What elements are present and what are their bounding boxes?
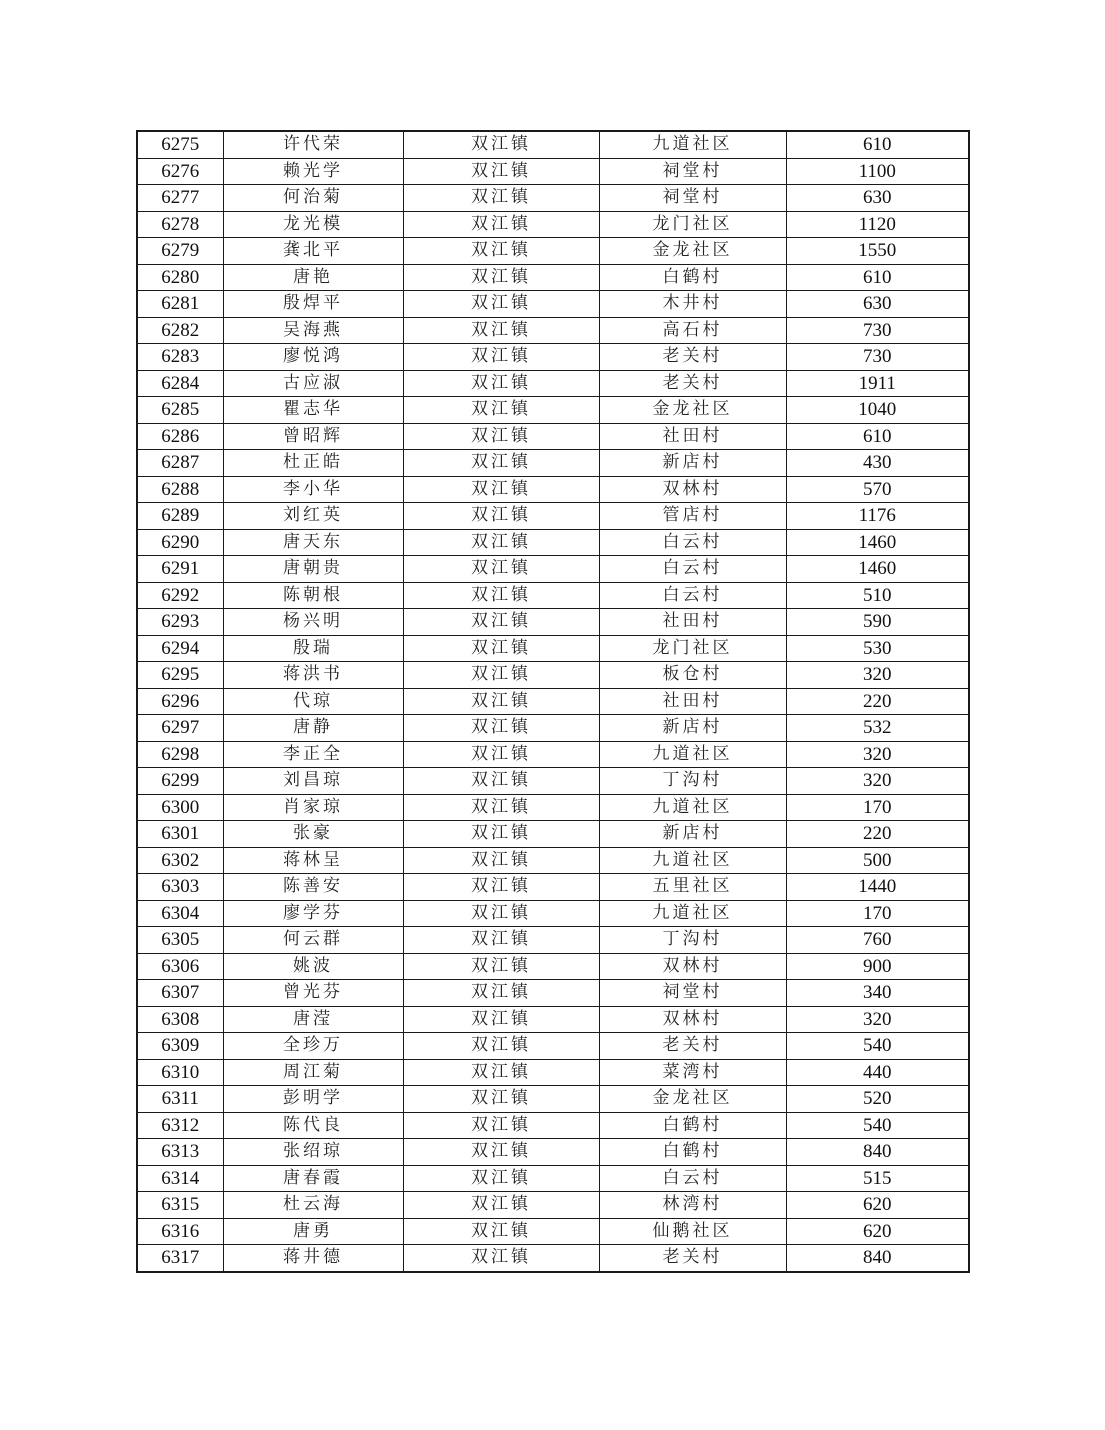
cell-village: 双林村 [599,1006,786,1033]
cell-village: 丁沟村 [599,927,786,954]
cell-village: 管店村 [599,503,786,530]
cell-serial-number: 6302 [137,847,223,874]
table-row [137,794,969,821]
cell-person-name: 刘红英 [223,503,403,530]
cell-serial-number: 6283 [137,344,223,371]
cell-person-name: 代琼 [223,688,403,715]
cell-amount: 1460 [786,529,969,556]
cell-amount: 430 [786,450,969,477]
cell-town: 双江镇 [403,821,599,848]
cell-serial-number: 6313 [137,1139,223,1166]
cell-town: 双江镇 [403,397,599,424]
cell-village: 老关村 [599,1245,786,1272]
table-row [137,927,969,954]
cell-person-name: 刘昌琼 [223,768,403,795]
cell-amount: 540 [786,1033,969,1060]
cell-person-name: 蒋井德 [223,1245,403,1272]
roster-table [136,130,970,1273]
cell-person-name: 何治菊 [223,185,403,212]
cell-village: 木井村 [599,291,786,318]
cell-town: 双江镇 [403,635,599,662]
cell-town: 双江镇 [403,158,599,185]
cell-town: 双江镇 [403,794,599,821]
cell-person-name: 陈朝根 [223,582,403,609]
cell-amount: 730 [786,344,969,371]
table-row [137,370,969,397]
cell-person-name: 曾昭辉 [223,423,403,450]
cell-village: 金龙社区 [599,1086,786,1113]
cell-town: 双江镇 [403,847,599,874]
cell-person-name: 肖家琼 [223,794,403,821]
cell-serial-number: 6294 [137,635,223,662]
cell-village: 白云村 [599,1165,786,1192]
cell-serial-number: 6288 [137,476,223,503]
cell-person-name: 廖悦鸿 [223,344,403,371]
cell-village: 祠堂村 [599,980,786,1007]
cell-town: 双江镇 [403,1245,599,1272]
table-row [137,1165,969,1192]
cell-town: 双江镇 [403,1059,599,1086]
cell-town: 双江镇 [403,1165,599,1192]
table-row [137,556,969,583]
cell-person-name: 姚波 [223,953,403,980]
cell-amount: 340 [786,980,969,1007]
cell-amount: 630 [786,291,969,318]
table-row [137,1192,969,1219]
cell-village: 老关村 [599,370,786,397]
cell-village: 社田村 [599,609,786,636]
table-row [137,529,969,556]
table-row [137,953,969,980]
cell-town: 双江镇 [403,1218,599,1245]
cell-town: 双江镇 [403,741,599,768]
table-row [137,582,969,609]
cell-person-name: 周江菊 [223,1059,403,1086]
cell-serial-number: 6299 [137,768,223,795]
cell-serial-number: 6307 [137,980,223,1007]
cell-amount: 320 [786,768,969,795]
cell-serial-number: 6301 [137,821,223,848]
cell-person-name: 张绍琼 [223,1139,403,1166]
cell-serial-number: 6303 [137,874,223,901]
cell-town: 双江镇 [403,529,599,556]
cell-serial-number: 6306 [137,953,223,980]
cell-amount: 1040 [786,397,969,424]
cell-town: 双江镇 [403,582,599,609]
cell-town: 双江镇 [403,953,599,980]
cell-village: 白云村 [599,556,786,583]
cell-town: 双江镇 [403,768,599,795]
cell-town: 双江镇 [403,131,599,158]
cell-amount: 620 [786,1192,969,1219]
cell-serial-number: 6285 [137,397,223,424]
cell-town: 双江镇 [403,344,599,371]
cell-serial-number: 6317 [137,1245,223,1272]
cell-village: 白云村 [599,582,786,609]
table-row [137,1086,969,1113]
cell-serial-number: 6289 [137,503,223,530]
table-row [137,900,969,927]
cell-person-name: 吴海燕 [223,317,403,344]
cell-village: 白鹤村 [599,1139,786,1166]
cell-town: 双江镇 [403,927,599,954]
cell-amount: 440 [786,1059,969,1086]
cell-serial-number: 6293 [137,609,223,636]
cell-serial-number: 6292 [137,582,223,609]
cell-person-name: 何云群 [223,927,403,954]
cell-village: 金龙社区 [599,238,786,265]
cell-village: 九道社区 [599,847,786,874]
cell-amount: 1911 [786,370,969,397]
table-row [137,291,969,318]
cell-town: 双江镇 [403,1112,599,1139]
cell-person-name: 陈代良 [223,1112,403,1139]
cell-village: 社田村 [599,688,786,715]
cell-town: 双江镇 [403,1006,599,1033]
cell-serial-number: 6277 [137,185,223,212]
table-row [137,450,969,477]
cell-person-name: 殷焊平 [223,291,403,318]
cell-town: 双江镇 [403,1139,599,1166]
cell-amount: 610 [786,264,969,291]
cell-village: 丁沟村 [599,768,786,795]
cell-village: 仙鹅社区 [599,1218,786,1245]
cell-amount: 1460 [786,556,969,583]
table-row [137,423,969,450]
cell-serial-number: 6300 [137,794,223,821]
cell-person-name: 李正全 [223,741,403,768]
table-row [137,635,969,662]
cell-person-name: 瞿志华 [223,397,403,424]
cell-town: 双江镇 [403,450,599,477]
cell-village: 新店村 [599,821,786,848]
cell-person-name: 龚北平 [223,238,403,265]
cell-village: 新店村 [599,715,786,742]
cell-serial-number: 6290 [137,529,223,556]
cell-amount: 220 [786,821,969,848]
table-row [137,238,969,265]
cell-person-name: 陈善安 [223,874,403,901]
cell-town: 双江镇 [403,900,599,927]
cell-amount: 730 [786,317,969,344]
cell-village: 九道社区 [599,131,786,158]
table-row [137,264,969,291]
cell-amount: 520 [786,1086,969,1113]
cell-village: 双林村 [599,476,786,503]
cell-serial-number: 6282 [137,317,223,344]
table-row [137,768,969,795]
cell-amount: 1120 [786,211,969,238]
cell-village: 老关村 [599,344,786,371]
cell-person-name: 杜云海 [223,1192,403,1219]
cell-town: 双江镇 [403,715,599,742]
cell-village: 双林村 [599,953,786,980]
cell-person-name: 杜正皓 [223,450,403,477]
table-row [137,688,969,715]
cell-serial-number: 6305 [137,927,223,954]
cell-town: 双江镇 [403,238,599,265]
table-row [137,1112,969,1139]
table-row [137,476,969,503]
cell-town: 双江镇 [403,370,599,397]
cell-serial-number: 6315 [137,1192,223,1219]
cell-village: 老关村 [599,1033,786,1060]
cell-person-name: 唐勇 [223,1218,403,1245]
cell-amount: 220 [786,688,969,715]
cell-serial-number: 6308 [137,1006,223,1033]
cell-town: 双江镇 [403,980,599,1007]
cell-amount: 532 [786,715,969,742]
cell-village: 龙门社区 [599,211,786,238]
cell-village: 五里社区 [599,874,786,901]
cell-village: 社田村 [599,423,786,450]
cell-person-name: 殷瑞 [223,635,403,662]
cell-serial-number: 6279 [137,238,223,265]
cell-town: 双江镇 [403,688,599,715]
table-row [137,847,969,874]
cell-person-name: 杨兴明 [223,609,403,636]
cell-serial-number: 6309 [137,1033,223,1060]
cell-amount: 840 [786,1139,969,1166]
table-row [137,662,969,689]
cell-serial-number: 6286 [137,423,223,450]
table-row [137,1033,969,1060]
cell-town: 双江镇 [403,423,599,450]
cell-person-name: 龙光模 [223,211,403,238]
table-row [137,1139,969,1166]
cell-amount: 515 [786,1165,969,1192]
cell-person-name: 唐朝贵 [223,556,403,583]
cell-person-name: 唐滢 [223,1006,403,1033]
table-row [137,1059,969,1086]
table-row [137,874,969,901]
cell-village: 板仓村 [599,662,786,689]
cell-town: 双江镇 [403,1192,599,1219]
table-row [137,185,969,212]
cell-serial-number: 6287 [137,450,223,477]
cell-village: 金龙社区 [599,397,786,424]
roster-table-body [137,131,969,1272]
cell-serial-number: 6284 [137,370,223,397]
cell-amount: 1176 [786,503,969,530]
cell-amount: 900 [786,953,969,980]
cell-person-name: 彭明学 [223,1086,403,1113]
cell-serial-number: 6311 [137,1086,223,1113]
cell-amount: 630 [786,185,969,212]
cell-serial-number: 6304 [137,900,223,927]
cell-amount: 170 [786,794,969,821]
cell-town: 双江镇 [403,1033,599,1060]
cell-village: 白鹤村 [599,1112,786,1139]
table-row [137,821,969,848]
table-row [137,609,969,636]
cell-serial-number: 6280 [137,264,223,291]
cell-serial-number: 6295 [137,662,223,689]
cell-person-name: 李小华 [223,476,403,503]
cell-amount: 1100 [786,158,969,185]
table-row [137,715,969,742]
table-row [137,344,969,371]
cell-amount: 620 [786,1218,969,1245]
cell-town: 双江镇 [403,609,599,636]
cell-town: 双江镇 [403,662,599,689]
cell-village: 白云村 [599,529,786,556]
cell-amount: 840 [786,1245,969,1272]
table-row [137,131,969,158]
table-row [137,741,969,768]
cell-amount: 540 [786,1112,969,1139]
cell-person-name: 唐春霞 [223,1165,403,1192]
cell-person-name: 蒋林呈 [223,847,403,874]
cell-serial-number: 6298 [137,741,223,768]
cell-person-name: 张豪 [223,821,403,848]
cell-village: 新店村 [599,450,786,477]
cell-person-name: 唐静 [223,715,403,742]
table-row [137,317,969,344]
table-row [137,980,969,1007]
cell-serial-number: 6296 [137,688,223,715]
cell-person-name: 廖学芬 [223,900,403,927]
table-row [137,158,969,185]
table-row [137,211,969,238]
cell-village: 龙门社区 [599,635,786,662]
cell-amount: 610 [786,423,969,450]
cell-amount: 1550 [786,238,969,265]
cell-village: 林湾村 [599,1192,786,1219]
cell-village: 菜湾村 [599,1059,786,1086]
cell-amount: 530 [786,635,969,662]
cell-amount: 760 [786,927,969,954]
cell-village: 白鹤村 [599,264,786,291]
cell-town: 双江镇 [403,874,599,901]
cell-village: 九道社区 [599,741,786,768]
cell-serial-number: 6316 [137,1218,223,1245]
cell-village: 九道社区 [599,794,786,821]
table-row [137,397,969,424]
cell-serial-number: 6297 [137,715,223,742]
cell-person-name: 曾光芬 [223,980,403,1007]
cell-town: 双江镇 [403,211,599,238]
cell-serial-number: 6276 [137,158,223,185]
cell-person-name: 唐天东 [223,529,403,556]
cell-amount: 170 [786,900,969,927]
cell-town: 双江镇 [403,1086,599,1113]
table-row [137,1006,969,1033]
cell-person-name: 赖光学 [223,158,403,185]
cell-serial-number: 6291 [137,556,223,583]
cell-amount: 320 [786,1006,969,1033]
cell-serial-number: 6275 [137,131,223,158]
cell-serial-number: 6310 [137,1059,223,1086]
cell-amount: 610 [786,131,969,158]
cell-town: 双江镇 [403,185,599,212]
cell-town: 双江镇 [403,556,599,583]
cell-amount: 510 [786,582,969,609]
table-row [137,1218,969,1245]
cell-amount: 320 [786,741,969,768]
cell-person-name: 全珍万 [223,1033,403,1060]
table-row [137,1245,969,1272]
table-row [137,503,969,530]
cell-town: 双江镇 [403,264,599,291]
cell-serial-number: 6278 [137,211,223,238]
cell-village: 高石村 [599,317,786,344]
cell-village: 九道社区 [599,900,786,927]
cell-person-name: 蒋洪书 [223,662,403,689]
cell-town: 双江镇 [403,476,599,503]
cell-person-name: 许代荣 [223,131,403,158]
cell-amount: 500 [786,847,969,874]
cell-amount: 1440 [786,874,969,901]
cell-village: 祠堂村 [599,185,786,212]
cell-serial-number: 6314 [137,1165,223,1192]
cell-town: 双江镇 [403,317,599,344]
cell-person-name: 唐艳 [223,264,403,291]
cell-amount: 570 [786,476,969,503]
cell-town: 双江镇 [403,503,599,530]
cell-person-name: 古应淑 [223,370,403,397]
cell-amount: 320 [786,662,969,689]
cell-town: 双江镇 [403,291,599,318]
cell-amount: 590 [786,609,969,636]
cell-serial-number: 6312 [137,1112,223,1139]
cell-village: 祠堂村 [599,158,786,185]
cell-serial-number: 6281 [137,291,223,318]
